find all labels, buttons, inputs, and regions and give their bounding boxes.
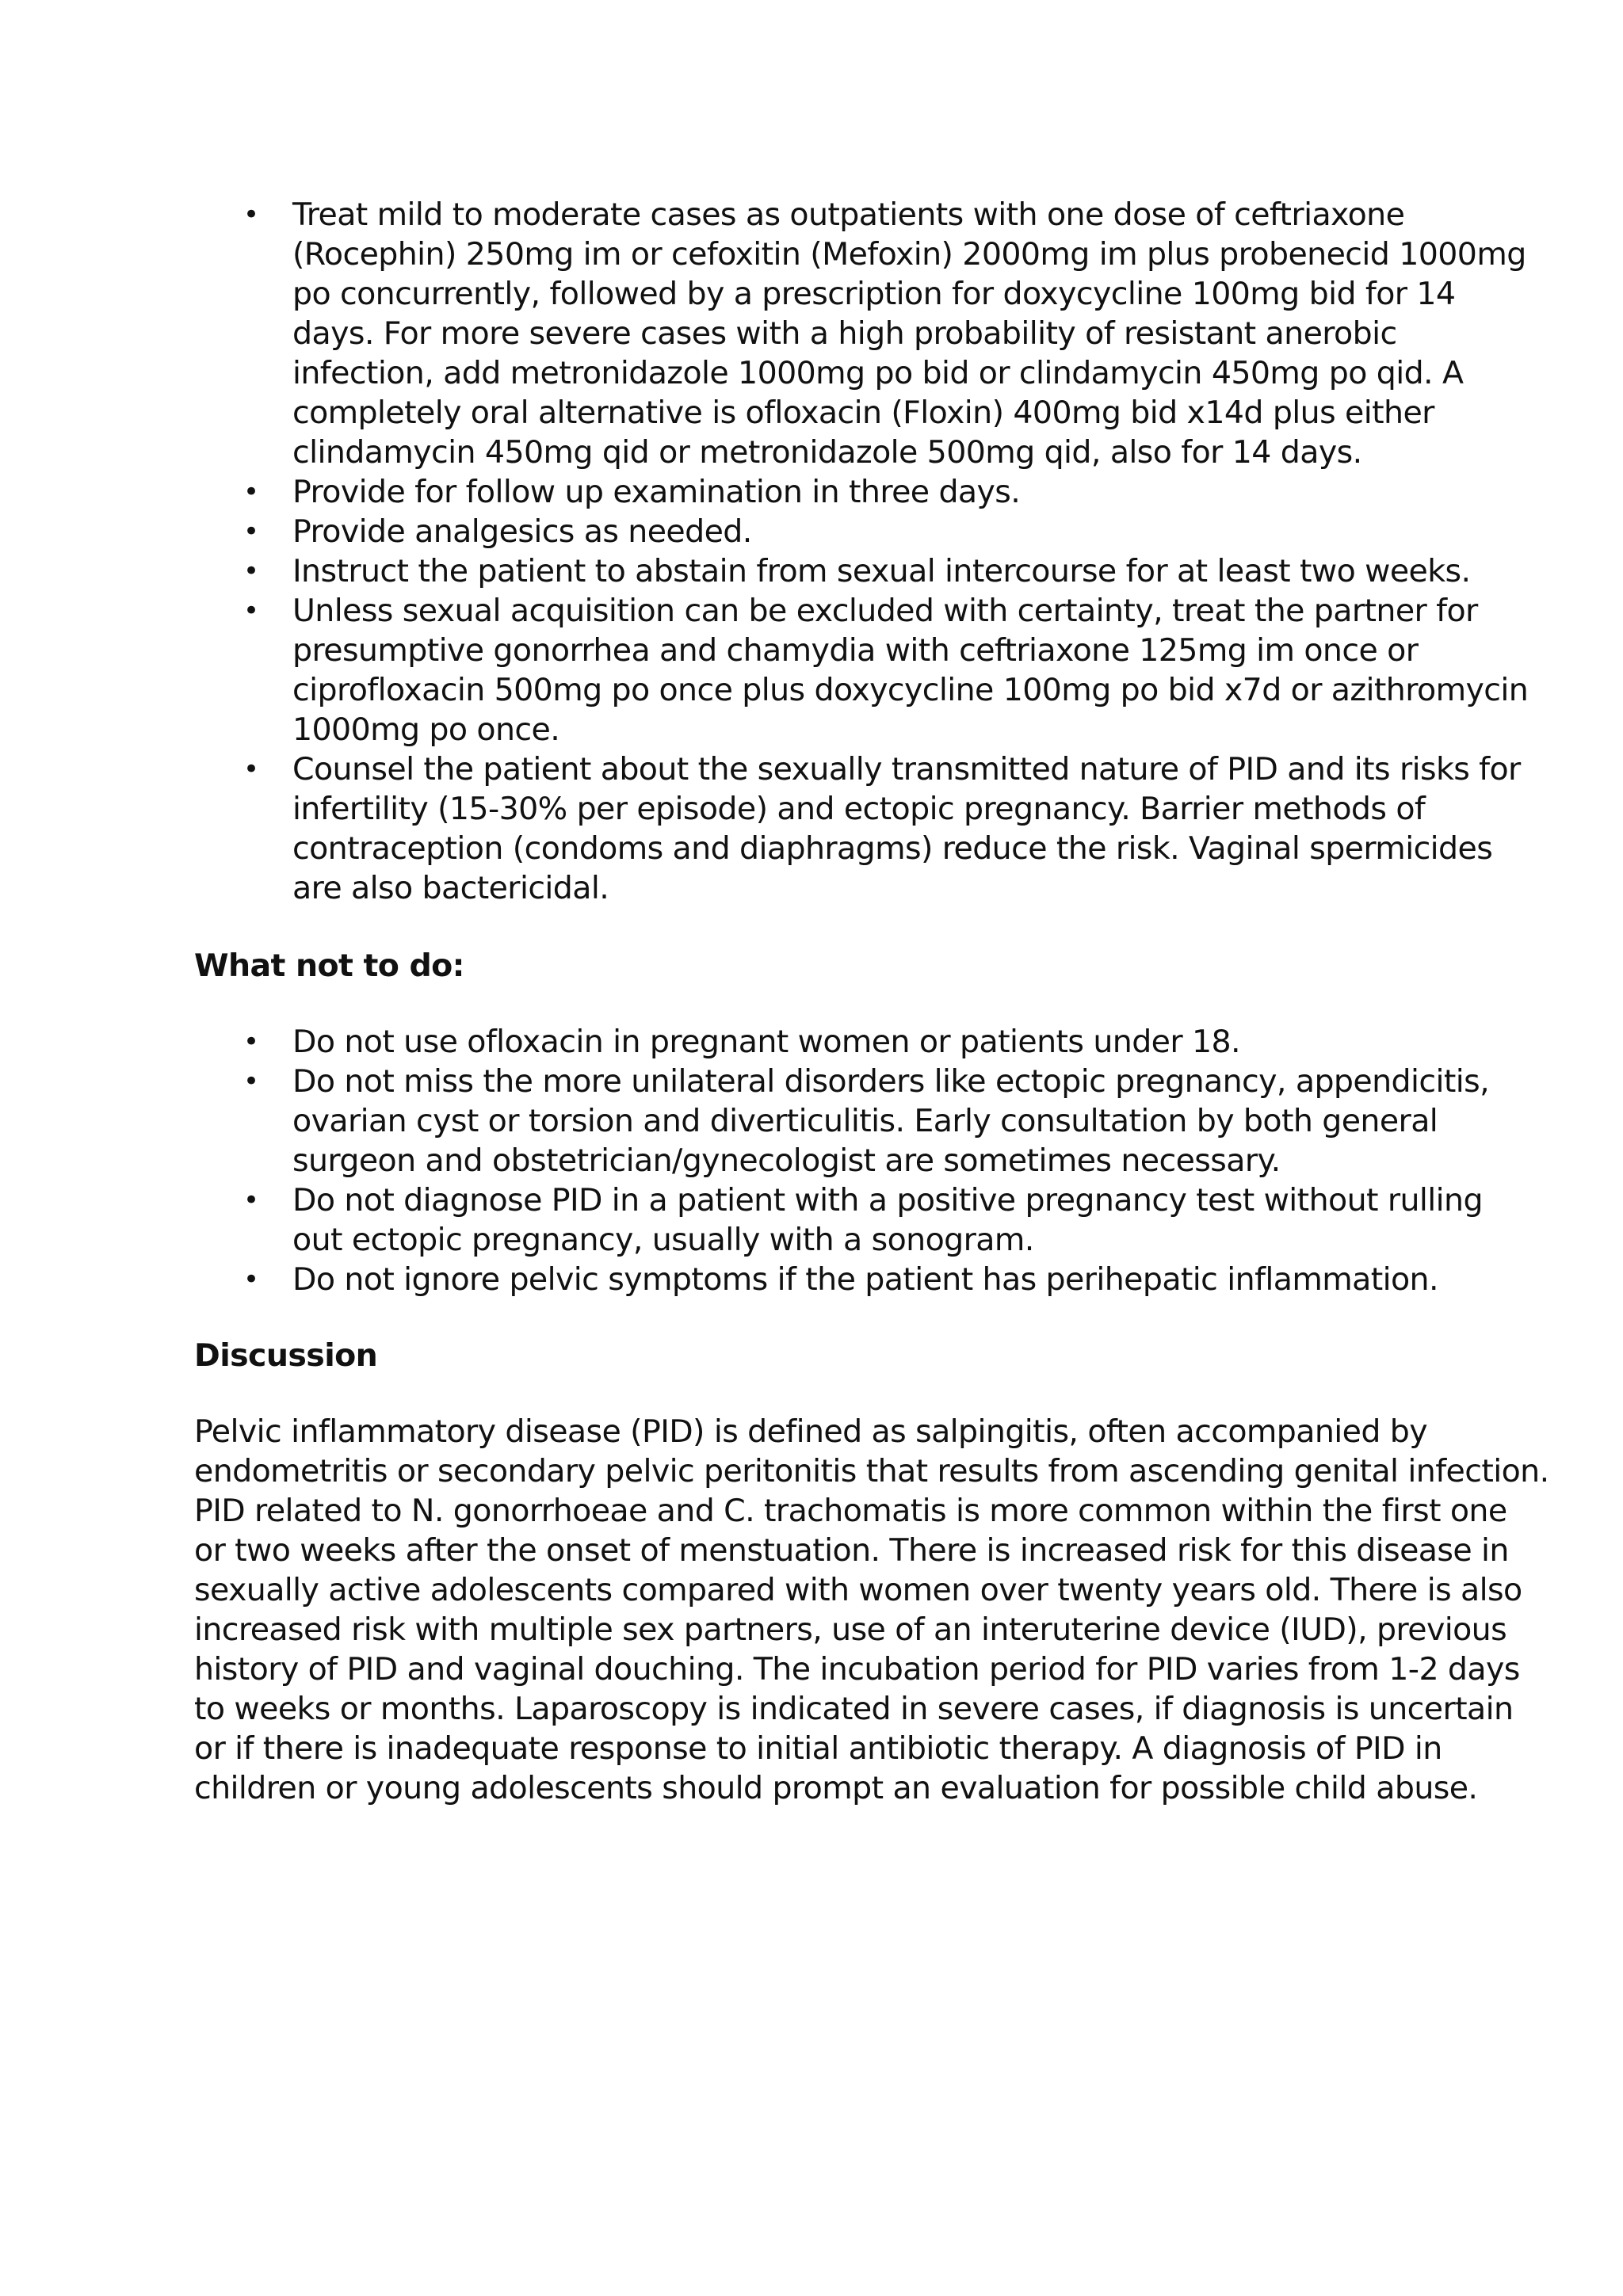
bullet-icon: •	[243, 1066, 259, 1097]
text-line: infection, add metronidazole 1000mg po bid or clindamycin 450mg po qid. A	[292, 355, 1464, 391]
text-line: increased risk with multiple sex partners, use of an interuterine device (IUD), previous	[194, 1611, 1507, 1648]
list-item	[194, 472, 1478, 512]
text-line: Provide analgesics as needed.	[292, 513, 752, 550]
page-content	[194, 195, 1549, 1808]
text-line: clindamycin 450mg qid or metronidazole 500mg qid, also for 14 days.	[292, 434, 1362, 471]
list-item	[194, 591, 1529, 749]
text-line: surgeon and obstetrician/gynecologist are sometimes necessary.	[292, 1142, 1281, 1179]
list-item	[194, 551, 1478, 591]
list-item	[194, 1062, 1490, 1180]
text-line: Unless sexual acquisition can be excluded with certainty, treat the partner for	[292, 593, 1478, 629]
discussion-heading: Discussion	[194, 1337, 378, 1374]
text-line: presumptive gonorrhea and chamydia with ceftriaxone 125mg im once or	[292, 632, 1419, 669]
text-line: history of PID and vaginal douching. The incubation period for PID varies from 1-2 days	[194, 1651, 1520, 1688]
bullet-icon: •	[243, 753, 259, 785]
list-item	[194, 195, 1526, 472]
text-line: Do not diagnose PID in a patient with a positive pregnancy test without rulling	[292, 1182, 1483, 1219]
text-line: Instruct the patient to abstain from sexual intercourse for at least two weeks.	[292, 553, 1471, 589]
text-line: Provide for follow up examination in three days.	[292, 474, 1021, 510]
text-line: Do not miss the more unilateral disorders like ectopic pregnancy, appendicitis,	[292, 1063, 1490, 1100]
text-line: Treat mild to moderate cases as outpatients with one dose of ceftriaxone	[292, 196, 1405, 233]
bullet-icon: •	[243, 516, 259, 547]
text-line: (Rocephin) 250mg im or cefoxitin (Mefoxin) 2000mg im plus probenecid 1000mg	[292, 236, 1526, 273]
text-line: Counsel the patient about the sexually transmitted nature of PID and its risks for	[292, 751, 1521, 788]
text-line: ovarian cyst or torsion and diverticulitis. Early consultation by both general	[292, 1103, 1438, 1139]
text-line: days. For more severe cases with a high probability of resistant anerobic	[292, 315, 1397, 352]
text-line: out ectopic pregnancy, usually with a sonogram.	[292, 1222, 1034, 1258]
text-line: po concurrently, followed by a prescription for doxycycline 100mg bid for 14	[292, 276, 1456, 312]
text-line: contraception (condoms and diaphragms) reduce the risk. Vaginal spermicides	[292, 830, 1493, 867]
treatment-list	[194, 195, 1529, 908]
text-line: or two weeks after the onset of menstuation. There is increased risk for this disease in	[194, 1532, 1509, 1569]
bullet-icon: •	[243, 476, 259, 508]
what-not-to-do-list	[194, 1022, 1490, 1299]
text-line: Do not ignore pelvic symptoms if the patient has perihepatic inflammation.	[292, 1261, 1438, 1298]
bullet-icon: •	[243, 555, 259, 587]
bullet-icon: •	[243, 1184, 259, 1216]
bullet-icon: •	[243, 1026, 259, 1058]
text-line: Do not use ofloxacin in pregnant women or patients under 18.	[292, 1024, 1240, 1060]
text-line: 1000mg po once.	[292, 711, 560, 748]
bullet-icon: •	[243, 1264, 259, 1295]
text-line: PID related to N. gonorrhoeae and C. trachomatis is more common within the first one	[194, 1493, 1507, 1529]
text-line: sexually active adolescents compared with women over twenty years old. There is also	[194, 1572, 1522, 1608]
text-line: children or young adolescents should prompt an evaluation for possible child abuse.	[194, 1770, 1478, 1806]
bullet-icon: •	[243, 595, 259, 627]
what-not-to-do-heading: What not to do:	[194, 948, 464, 984]
list-item	[194, 512, 1478, 551]
text-line: Pelvic inflammatory disease (PID) is defined as salpingitis, often accompanied by	[194, 1413, 1428, 1450]
text-line: endometritis or secondary pelvic peritonitis that results from ascending genital infection.	[194, 1453, 1549, 1489]
text-line: to weeks or months. Laparoscopy is indicated in severe cases, if diagnosis is uncertain	[194, 1691, 1514, 1727]
list-item	[194, 1022, 1478, 1062]
text-line: completely oral alternative is ofloxacin (Floxin) 400mg bid x14d plus either	[292, 395, 1434, 431]
list-item	[194, 1260, 1478, 1299]
list-item	[194, 749, 1521, 908]
text-line: or if there is inadequate response to initial antibiotic therapy. A diagnosis of PID in	[194, 1730, 1442, 1767]
bullet-icon: •	[243, 199, 259, 231]
text-line: ciprofloxacin 500mg po once plus doxycycline 100mg po bid x7d or azithromycin	[292, 672, 1529, 708]
discussion-paragraph	[194, 1412, 1549, 1808]
text-line: infertility (15-30% per episode) and ectopic pregnancy. Barrier methods of	[292, 791, 1426, 827]
text-line: are also bactericidal.	[292, 870, 609, 906]
list-item	[194, 1180, 1483, 1260]
